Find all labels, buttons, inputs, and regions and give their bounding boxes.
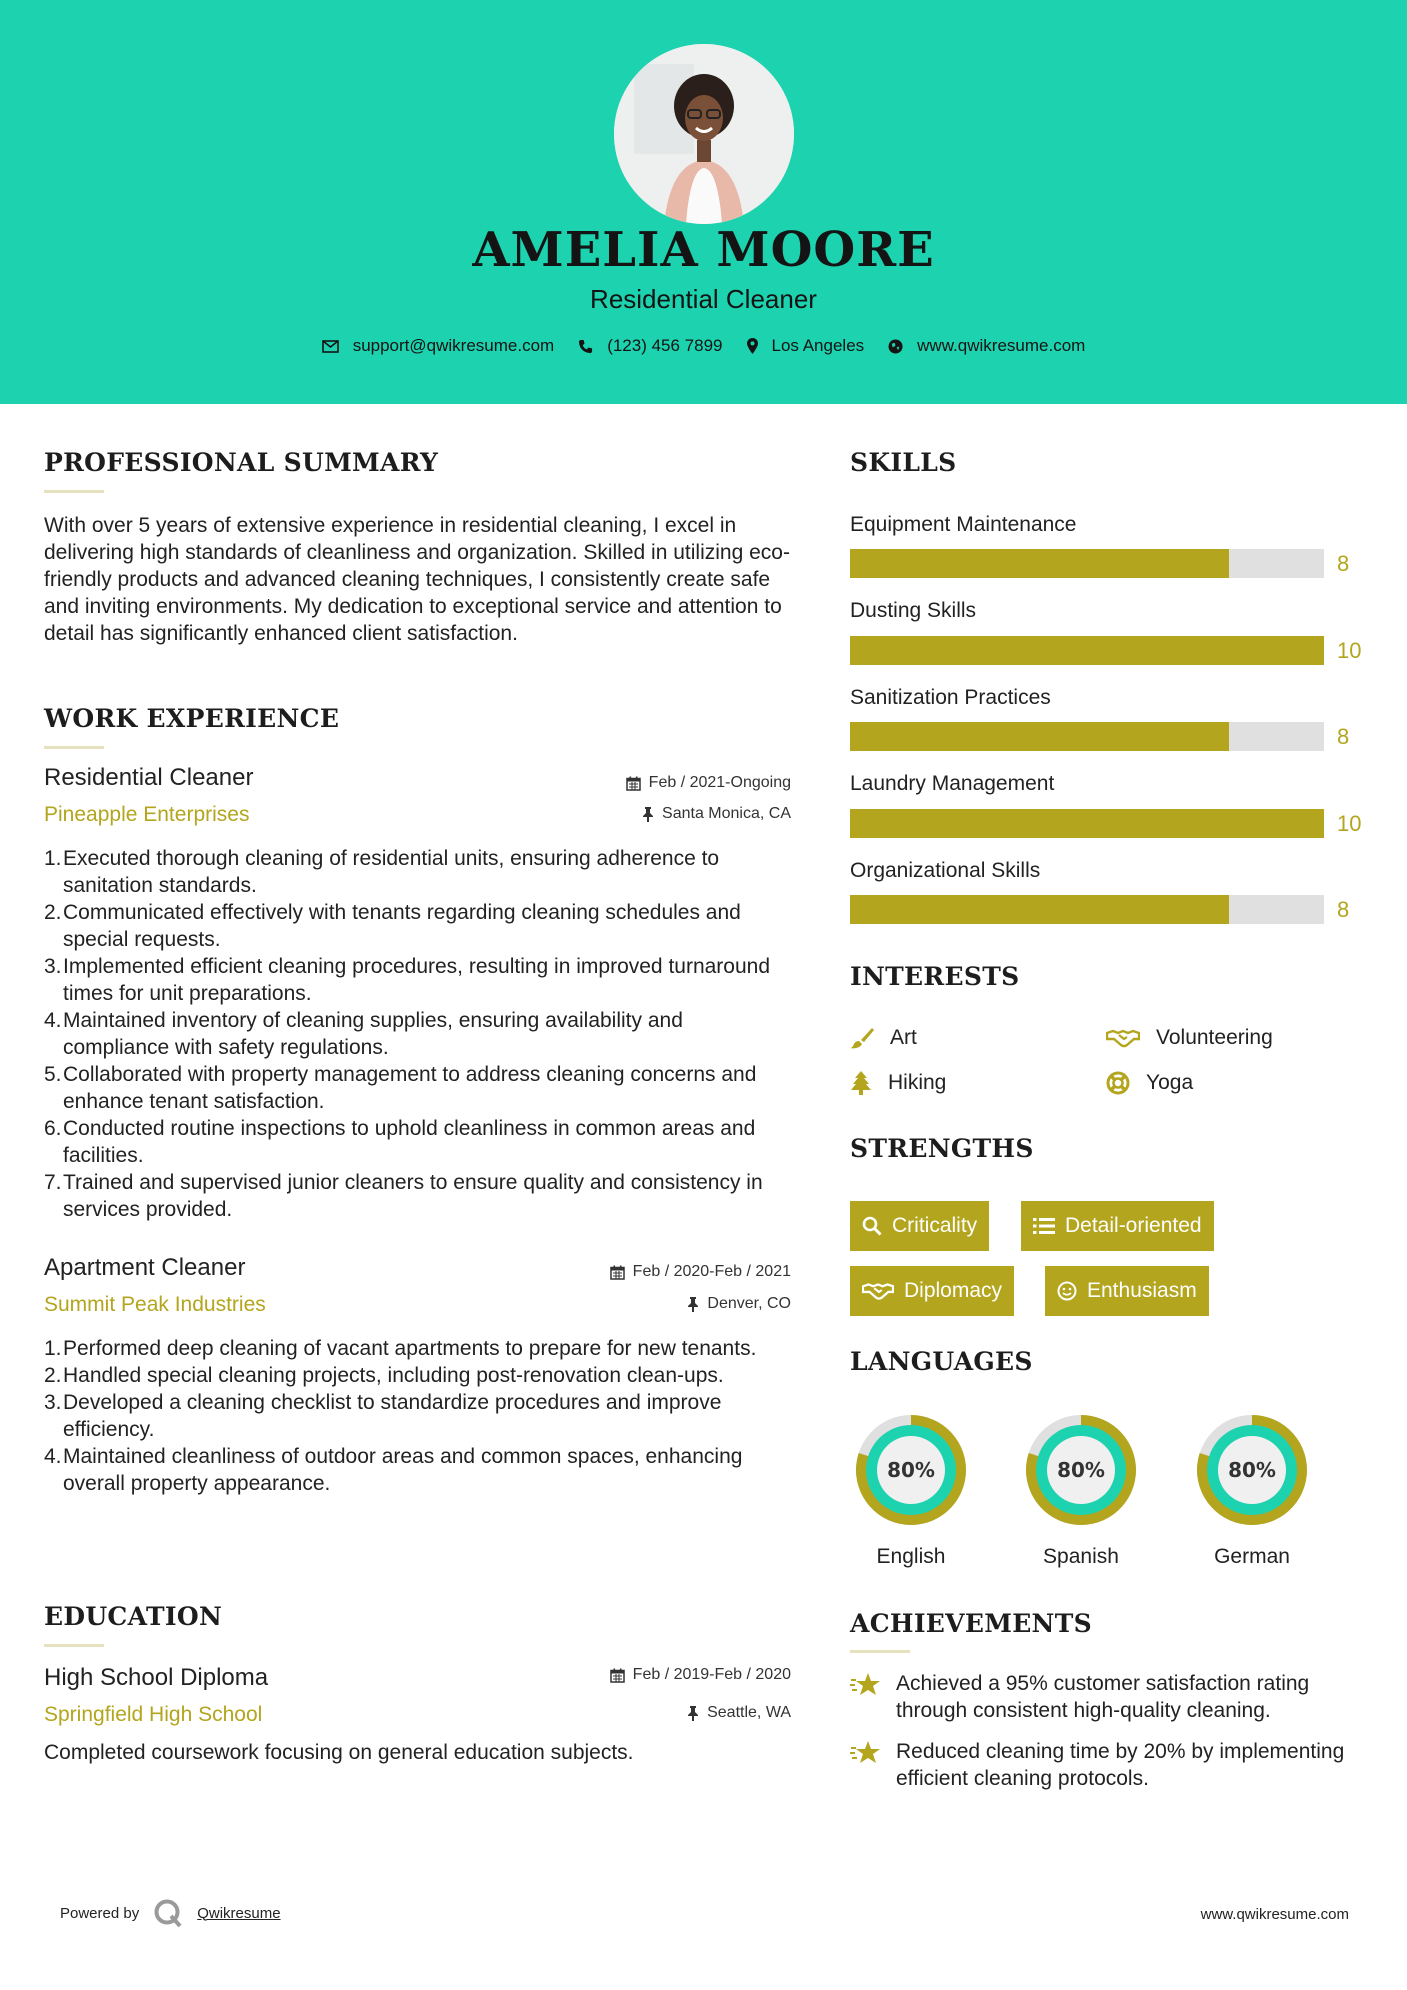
- pushpin-icon: [642, 807, 654, 822]
- phone-icon: [578, 339, 593, 354]
- list-item: [44, 899, 794, 953]
- language-percent: 80%: [887, 1458, 935, 1482]
- list-number: 2.: [44, 1364, 62, 1387]
- education-heading: EDUCATION: [44, 1602, 223, 1631]
- list-item: [44, 1443, 794, 1497]
- interest-label: Yoga: [1146, 1071, 1194, 1094]
- list-text: Developed a cleaning checklist to standardize procedures and improve efficiency.: [63, 1391, 722, 1441]
- powered-by-text: Powered by: [60, 1904, 140, 1922]
- list-number: 1.: [44, 1337, 62, 1360]
- skill-value: 10: [1337, 638, 1362, 663]
- list-item: [44, 1007, 794, 1061]
- languages-heading: LANGUAGES: [850, 1347, 1033, 1376]
- job-date-text: Feb / 2021-Ongoing: [648, 774, 791, 791]
- language-donut: [1191, 1409, 1313, 1531]
- job-date-text: Feb / 2020-Feb / 2021: [632, 1263, 791, 1280]
- list-text: Trained and supervised junior cleaners to ensure quality and consistency in services provided.: [63, 1171, 763, 1221]
- job-duties-list: [44, 845, 794, 1223]
- education-date-text: Feb / 2019-Feb / 2020: [632, 1666, 791, 1683]
- interest-hiking: [850, 1071, 946, 1095]
- contact-location: [747, 336, 865, 356]
- skill-name: Organizational Skills: [850, 859, 1041, 882]
- list-number: 7.: [44, 1171, 62, 1194]
- calendar-icon: [610, 1668, 625, 1683]
- skill-value: 10: [1337, 811, 1362, 836]
- star-award-icon: [850, 1672, 882, 1698]
- list-text: Collaborated with property management to address cleaning concerns and enhance tenant satisfaction.: [63, 1063, 757, 1113]
- strength-label: Diplomacy: [904, 1279, 1003, 1302]
- map-pin-icon: [747, 338, 758, 354]
- strengths-heading: STRENGTHS: [850, 1134, 1034, 1163]
- skill-bar-fill: [850, 809, 1324, 838]
- list-item: [44, 1389, 794, 1443]
- school-name: Springfield High School: [44, 1703, 263, 1726]
- job-date: [610, 1263, 791, 1281]
- list-item: [44, 1115, 794, 1169]
- list-text: Implemented efficient cleaning procedures, resulting in improved turnaround times for unit preparations.: [63, 955, 771, 1005]
- list-icon: [1033, 1217, 1055, 1235]
- skill-bar-fill: [850, 549, 1229, 578]
- smile-icon: [1057, 1281, 1077, 1301]
- strength-label: Enthusiasm: [1087, 1279, 1197, 1302]
- list-number: 2.: [44, 901, 62, 924]
- job-location-text: Santa Monica, CA: [662, 805, 791, 822]
- education-date: [610, 1666, 791, 1684]
- calendar-icon: [626, 776, 641, 791]
- strength-tag: [850, 1266, 1014, 1316]
- pushpin-icon: [687, 1706, 699, 1721]
- list-number: 4.: [44, 1009, 62, 1032]
- list-text: Communicated effectively with tenants regarding cleaning schedules and special requests.: [63, 901, 741, 951]
- paintbrush-icon: [850, 1027, 874, 1049]
- list-item: [44, 1335, 794, 1362]
- list-text: Maintained inventory of cleaning supplies, ensuring availability and compliance with safety regulations.: [63, 1009, 683, 1059]
- footer-website[interactable]: www.qwikresume.com: [1200, 1906, 1349, 1923]
- envelope-icon: [322, 340, 339, 353]
- education-description: Completed coursework focusing on general education subjects.: [44, 1741, 634, 1764]
- language-name: English: [876, 1545, 946, 1568]
- list-item: [44, 845, 794, 899]
- list-item: [44, 953, 794, 1007]
- job-duties-list: [44, 1335, 794, 1497]
- contact-phone[interactable]: [578, 336, 722, 356]
- list-number: 3.: [44, 1391, 62, 1414]
- skills-heading: SKILLS: [850, 448, 957, 477]
- language-name: Spanish: [1043, 1545, 1119, 1568]
- phone-text: (123) 456 7899: [607, 336, 723, 355]
- contact-website[interactable]: [888, 336, 1085, 356]
- interest-art: [850, 1026, 917, 1050]
- skill-value: 8: [1337, 551, 1350, 576]
- resume-header: [0, 0, 1407, 404]
- profile-photo: [614, 44, 794, 224]
- summary-heading: PROFESSIONAL SUMMARY: [44, 448, 439, 477]
- job-company: Summit Peak Industries: [44, 1293, 266, 1316]
- language-german: [1191, 1409, 1313, 1569]
- website-text: www.qwikresume.com: [917, 336, 1086, 355]
- achievements-heading: ACHIEVEMENTS: [850, 1609, 1092, 1638]
- list-number: 1.: [44, 847, 62, 870]
- footer-branding: [60, 1898, 281, 1928]
- language-donut: [850, 1409, 972, 1531]
- experience-heading: WORK EXPERIENCE: [44, 704, 340, 733]
- list-item: [44, 1169, 794, 1223]
- job-location: [642, 805, 791, 823]
- strength-tag: [1021, 1201, 1214, 1251]
- list-number: 3.: [44, 955, 62, 978]
- list-text: Performed deep cleaning of vacant apartments to prepare for new tenants.: [63, 1337, 757, 1360]
- handshake-icon: [862, 1281, 894, 1301]
- interest-label: Hiking: [888, 1071, 947, 1094]
- tree-icon: [850, 1071, 872, 1095]
- skill-bar: [850, 895, 1324, 924]
- list-item: [44, 1061, 794, 1115]
- list-number: 6.: [44, 1117, 62, 1140]
- candidate-role: Residential Cleaner: [590, 284, 817, 314]
- list-number: 4.: [44, 1445, 62, 1468]
- search-icon: [862, 1216, 882, 1236]
- strength-label: Detail-oriented: [1065, 1214, 1202, 1237]
- language-english: [850, 1409, 972, 1569]
- summary-text: With over 5 years of extensive experience in residential cleaning, I excel in delivering high standards of cleanliness and organization. Skilled in utilizing eco-friendly products and advanced cleaning techniques, I consistently create safe and inviting environments. My dedication to exceptional service and attention to detail has significantly enhanced client satisfaction.: [44, 514, 790, 645]
- skill-value: 8: [1337, 897, 1350, 922]
- strength-tag: [1045, 1266, 1209, 1316]
- education-location: [687, 1704, 791, 1722]
- achievement-text: Reduced cleaning time by 20% by implementing efficient cleaning protocols.: [896, 1740, 1345, 1790]
- interest-label: Art: [890, 1026, 917, 1049]
- skill-bar-fill: [850, 636, 1324, 665]
- interest-label: Volunteering: [1156, 1026, 1273, 1049]
- contact-email[interactable]: [322, 336, 555, 356]
- qwikresume-logo-icon: [153, 1898, 183, 1928]
- strength-label: Criticality: [892, 1214, 978, 1237]
- skill-bar: [850, 809, 1324, 838]
- skill-bar: [850, 636, 1324, 665]
- interest-yoga: [1106, 1071, 1193, 1095]
- job-location: [687, 1295, 791, 1313]
- pushpin-icon: [687, 1297, 699, 1312]
- skill-value: 8: [1337, 724, 1350, 749]
- lifebuoy-icon: [1106, 1071, 1130, 1095]
- skill-bar: [850, 549, 1324, 578]
- star-award-icon: [850, 1740, 882, 1766]
- job-date: [626, 774, 791, 792]
- education-divider: [44, 1644, 104, 1647]
- skill-bar: [850, 722, 1324, 751]
- summary-divider: [44, 490, 104, 493]
- language-name: German: [1214, 1545, 1290, 1568]
- list-number: 5.: [44, 1063, 62, 1086]
- calendar-icon: [610, 1265, 625, 1280]
- list-text: Conducted routine inspections to uphold cleanliness in common areas and facilities.: [63, 1117, 756, 1167]
- job-company: Pineapple Enterprises: [44, 803, 250, 826]
- strength-tag: [850, 1201, 989, 1251]
- globe-icon: [888, 339, 903, 354]
- email-text: support@qwikresume.com: [352, 336, 555, 355]
- language-percent: 80%: [1228, 1458, 1276, 1482]
- job-title: Apartment Cleaner: [44, 1254, 246, 1281]
- job-title: Residential Cleaner: [44, 764, 254, 791]
- list-text: Executed thorough cleaning of residential units, ensuring adherence to sanitation standards.: [63, 847, 720, 897]
- list-text: Maintained cleanliness of outdoor areas and common spaces, enhancing overall property appearance.: [63, 1445, 743, 1495]
- skill-name: Equipment Maintenance: [850, 513, 1077, 536]
- achievement-item: [850, 1670, 1370, 1724]
- contact-bar: [0, 336, 1407, 356]
- degree-title: High School Diploma: [44, 1664, 269, 1691]
- brand-link[interactable]: Qwikresume: [197, 1904, 281, 1922]
- location-text: Los Angeles: [771, 336, 865, 355]
- person-illustration: [614, 44, 794, 224]
- skill-bar-fill: [850, 895, 1229, 924]
- education-location-text: Seattle, WA: [707, 1704, 791, 1721]
- list-text: Handled special cleaning projects, including post-renovation clean-ups.: [63, 1364, 724, 1387]
- handshake-icon: [1106, 1028, 1140, 1048]
- interests-heading: INTERESTS: [850, 962, 1020, 991]
- achievement-item: [850, 1738, 1370, 1792]
- interest-volunteering: [1106, 1026, 1273, 1050]
- skill-name: Sanitization Practices: [850, 686, 1051, 709]
- skill-name: Laundry Management: [850, 772, 1055, 795]
- skill-bar-fill: [850, 722, 1229, 751]
- experience-divider: [44, 746, 104, 749]
- language-spanish: [1020, 1409, 1142, 1569]
- language-donut: [1020, 1409, 1142, 1531]
- language-percent: 80%: [1057, 1458, 1105, 1482]
- achievements-divider: [850, 1650, 910, 1653]
- skill-name: Dusting Skills: [850, 599, 977, 622]
- job-location-text: Denver, CO: [707, 1295, 791, 1312]
- candidate-name: AMELIA MOORE: [472, 222, 935, 278]
- list-item: [44, 1362, 794, 1389]
- achievement-text: Achieved a 95% customer satisfaction rating through consistent high-quality cleaning.: [896, 1672, 1310, 1722]
